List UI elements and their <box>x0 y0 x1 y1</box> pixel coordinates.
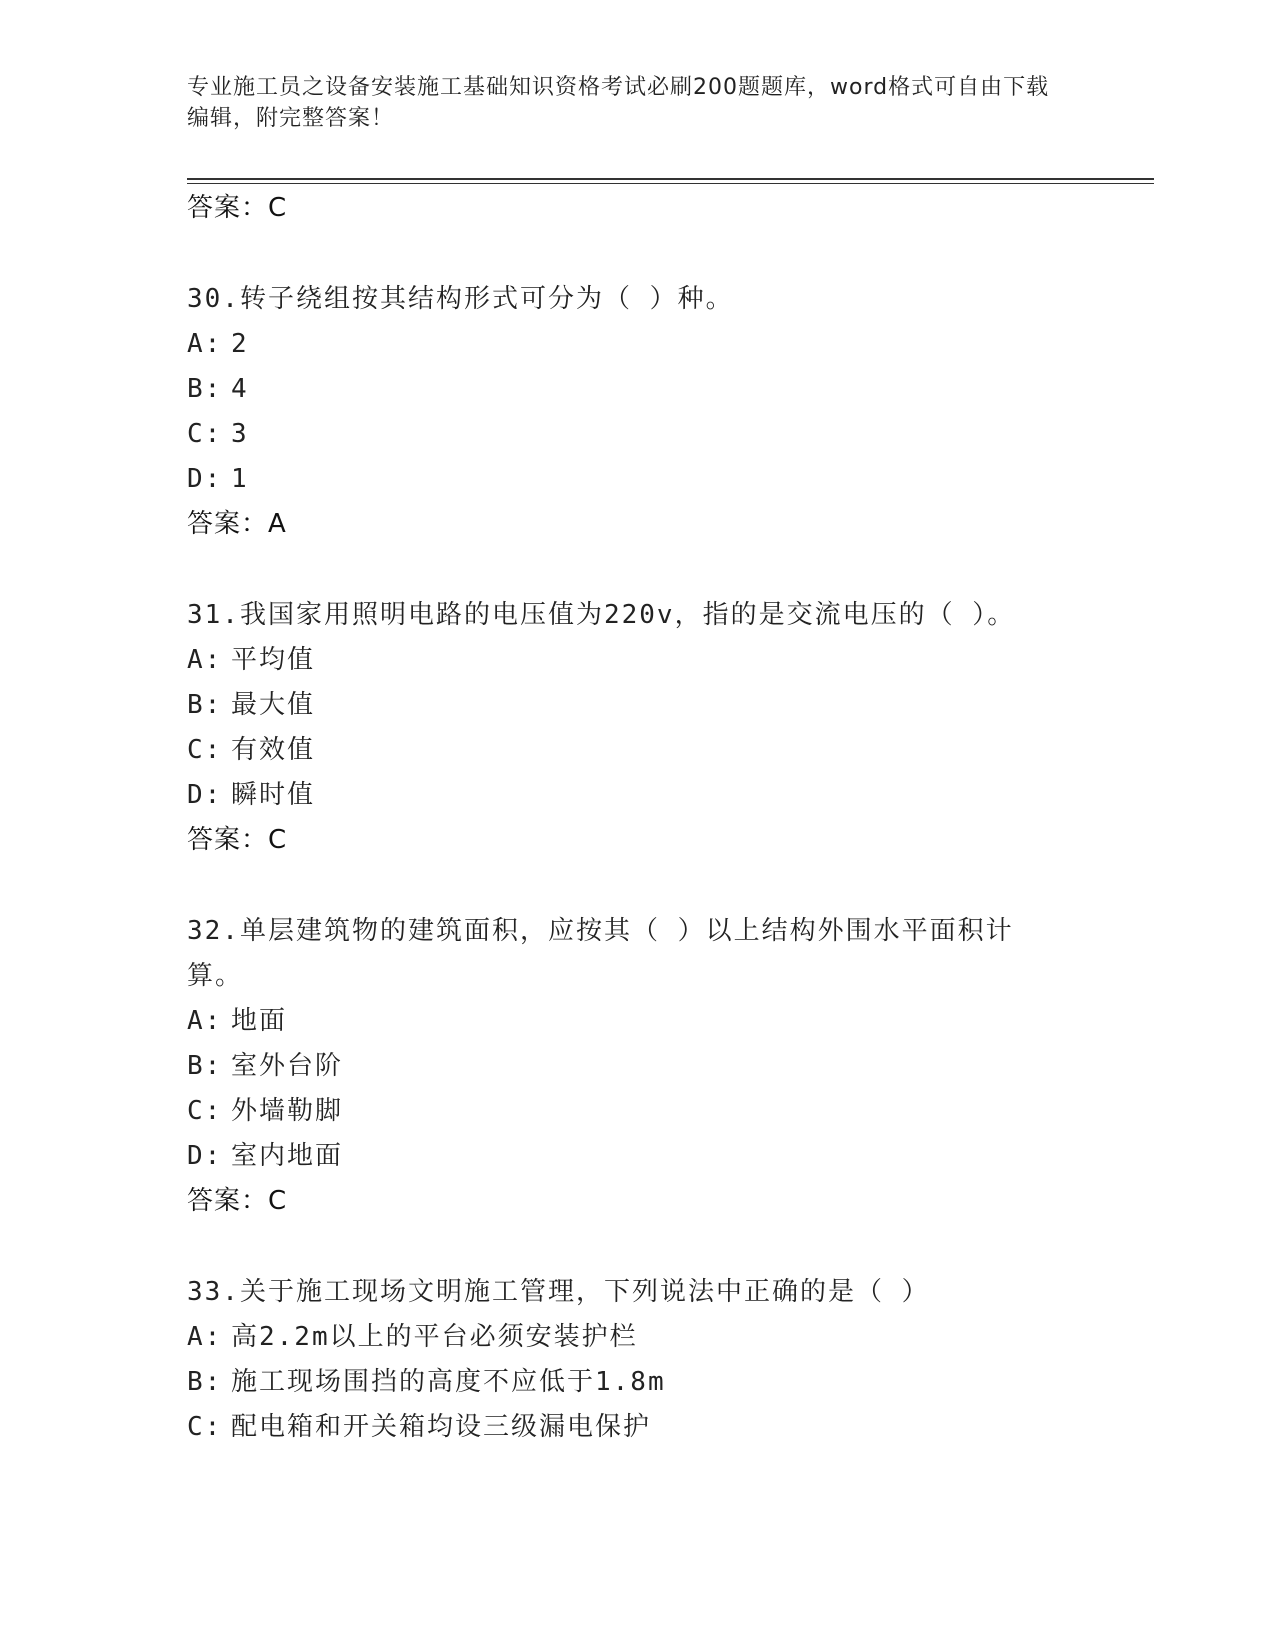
option-letter: A: <box>187 1322 223 1352</box>
option-d <box>187 773 1147 818</box>
option-d <box>187 457 1147 502</box>
option-letter: B: <box>187 1051 223 1081</box>
option-letter: D: <box>187 464 223 494</box>
question-text: 32.单层建筑物的建筑面积，应按其（ ）以上结构外围水平面积计算。 <box>187 916 1014 991</box>
option-letter: A: <box>187 329 223 359</box>
option-text: 有效值 <box>231 735 316 765</box>
option-text: 地面 <box>231 1006 288 1036</box>
option-c <box>187 412 1147 457</box>
option-d <box>187 1134 1147 1179</box>
option-a <box>187 1315 1147 1360</box>
spacer <box>187 547 1147 593</box>
spacer <box>187 231 1147 277</box>
option-letter: B: <box>187 374 223 404</box>
answer-line: 答案：C <box>187 825 288 855</box>
option-text: 室内地面 <box>231 1141 344 1171</box>
option-letter: D: <box>187 780 223 810</box>
option-c <box>187 728 1147 773</box>
option-b <box>187 1360 1147 1405</box>
option-c <box>187 1089 1147 1134</box>
header-divider-thick <box>187 178 1154 180</box>
spacer <box>187 863 1147 909</box>
option-text: 1 <box>231 464 249 494</box>
answer-line: 答案：C <box>187 1186 288 1216</box>
option-text: 高2.2m以上的平台必须安装护栏 <box>231 1322 638 1352</box>
option-letter: D: <box>187 1141 223 1171</box>
spacer <box>187 1224 1147 1270</box>
option-text: 室外台阶 <box>231 1051 344 1081</box>
header-divider-thin <box>187 183 1154 184</box>
option-letter: A: <box>187 1006 223 1036</box>
option-letter: C: <box>187 1412 223 1442</box>
option-letter: C: <box>187 1096 223 1126</box>
option-text: 最大值 <box>231 690 316 720</box>
option-letter: A: <box>187 645 223 675</box>
answer-line: 答案：A <box>187 509 287 539</box>
option-text: 3 <box>231 419 249 449</box>
option-a <box>187 322 1147 367</box>
question-text: 31.我国家用照明电路的电压值为220v，指的是交流电压的（ ）。 <box>187 600 1016 630</box>
option-c <box>187 1405 1147 1450</box>
option-text: 施工现场围挡的高度不应低于1.8m <box>231 1367 666 1397</box>
option-letter: C: <box>187 735 223 765</box>
option-b <box>187 367 1147 412</box>
option-text: 平均值 <box>231 645 316 675</box>
question-text: 30.转子绕组按其结构形式可分为（ ）种。 <box>187 284 734 314</box>
option-text: 2 <box>231 329 249 359</box>
question-text: 33.关于施工现场文明施工管理，下列说法中正确的是（ ） <box>187 1277 930 1307</box>
option-b <box>187 683 1147 728</box>
answer-line: 答案：C <box>187 193 288 223</box>
option-a <box>187 638 1147 683</box>
option-text: 4 <box>231 374 249 404</box>
option-a <box>187 999 1147 1044</box>
document-header: 专业施工员之设备安装施工基础知识资格考试必刷200题题库，word格式可自由下载编辑，附完整答案！ <box>187 75 1050 131</box>
option-letter: B: <box>187 690 223 720</box>
option-letter: B: <box>187 1367 223 1397</box>
option-letter: C: <box>187 419 223 449</box>
question-list <box>187 186 1147 1450</box>
option-text: 瞬时值 <box>231 780 316 810</box>
option-b <box>187 1044 1147 1089</box>
option-text: 配电箱和开关箱均设三级漏电保护 <box>231 1412 652 1442</box>
option-text: 外墙勒脚 <box>231 1096 344 1126</box>
